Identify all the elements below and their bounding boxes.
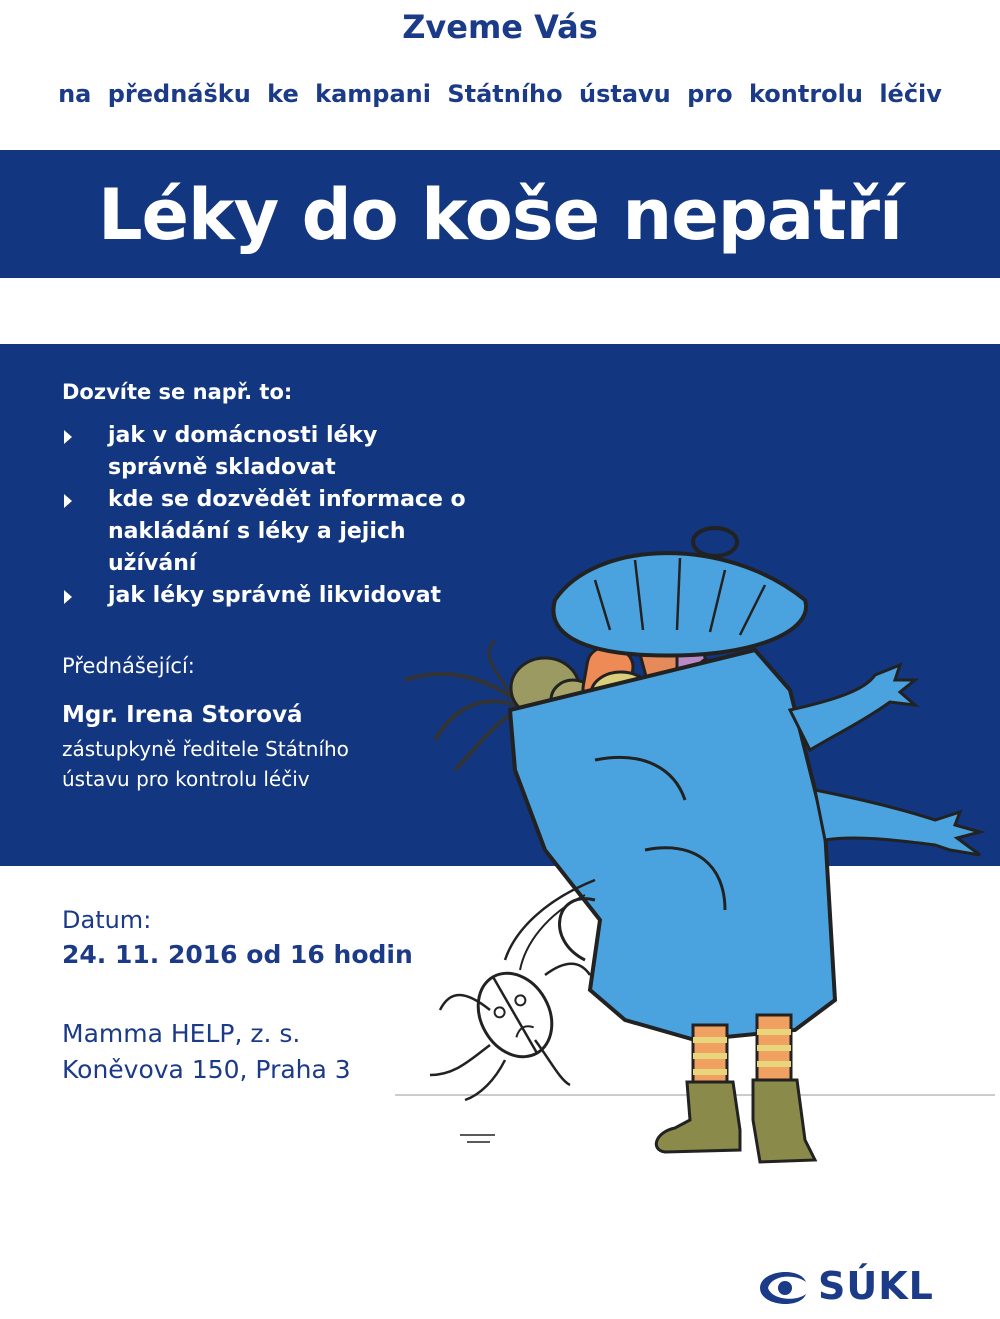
list-item-text: jak v domácnosti léky správně skladovat	[108, 423, 378, 480]
title-band	[0, 150, 1000, 278]
list-item-text: jak léky správně likvidovat	[108, 583, 442, 608]
sukl-logo	[752, 1260, 952, 1316]
sukl-swoosh-icon	[752, 1260, 812, 1316]
lecturer-heading: Přednášející:	[62, 654, 195, 678]
learn-heading: Dozvíte se např. to:	[62, 380, 293, 404]
invite-subtitle: na přednášku ke kampani Státního ústavu pro kontrolu léčiv	[58, 80, 942, 108]
venue-address: Koněvova 150, Praha 3	[62, 1055, 351, 1084]
date-value: 24. 11. 2016 od 16 hodin	[62, 940, 413, 969]
invite-title: Zveme Vás	[402, 8, 598, 46]
date-label: Datum:	[62, 906, 152, 934]
lecturer-role: zástupkyně ředitele Státního ústavu pro kontrolu léčiv	[62, 737, 349, 791]
campaign-title: Léky do koše nepatří	[97, 174, 903, 256]
triangle-bullet-icon	[64, 494, 72, 508]
list-item-text: kde se dozvědět informace o nakládání s léky a jejich užívání	[108, 487, 466, 576]
trash-bin-illustration	[395, 520, 995, 1200]
list-item	[62, 420, 482, 484]
sukl-logo-text: SÚKL	[818, 1264, 934, 1308]
triangle-bullet-icon	[64, 590, 72, 604]
lecturer-name: Mgr. Irena Storová	[62, 702, 303, 728]
venue	[62, 1016, 351, 1088]
triangle-bullet-icon	[64, 430, 72, 444]
venue-name: Mamma HELP, z. s.	[62, 1019, 301, 1048]
